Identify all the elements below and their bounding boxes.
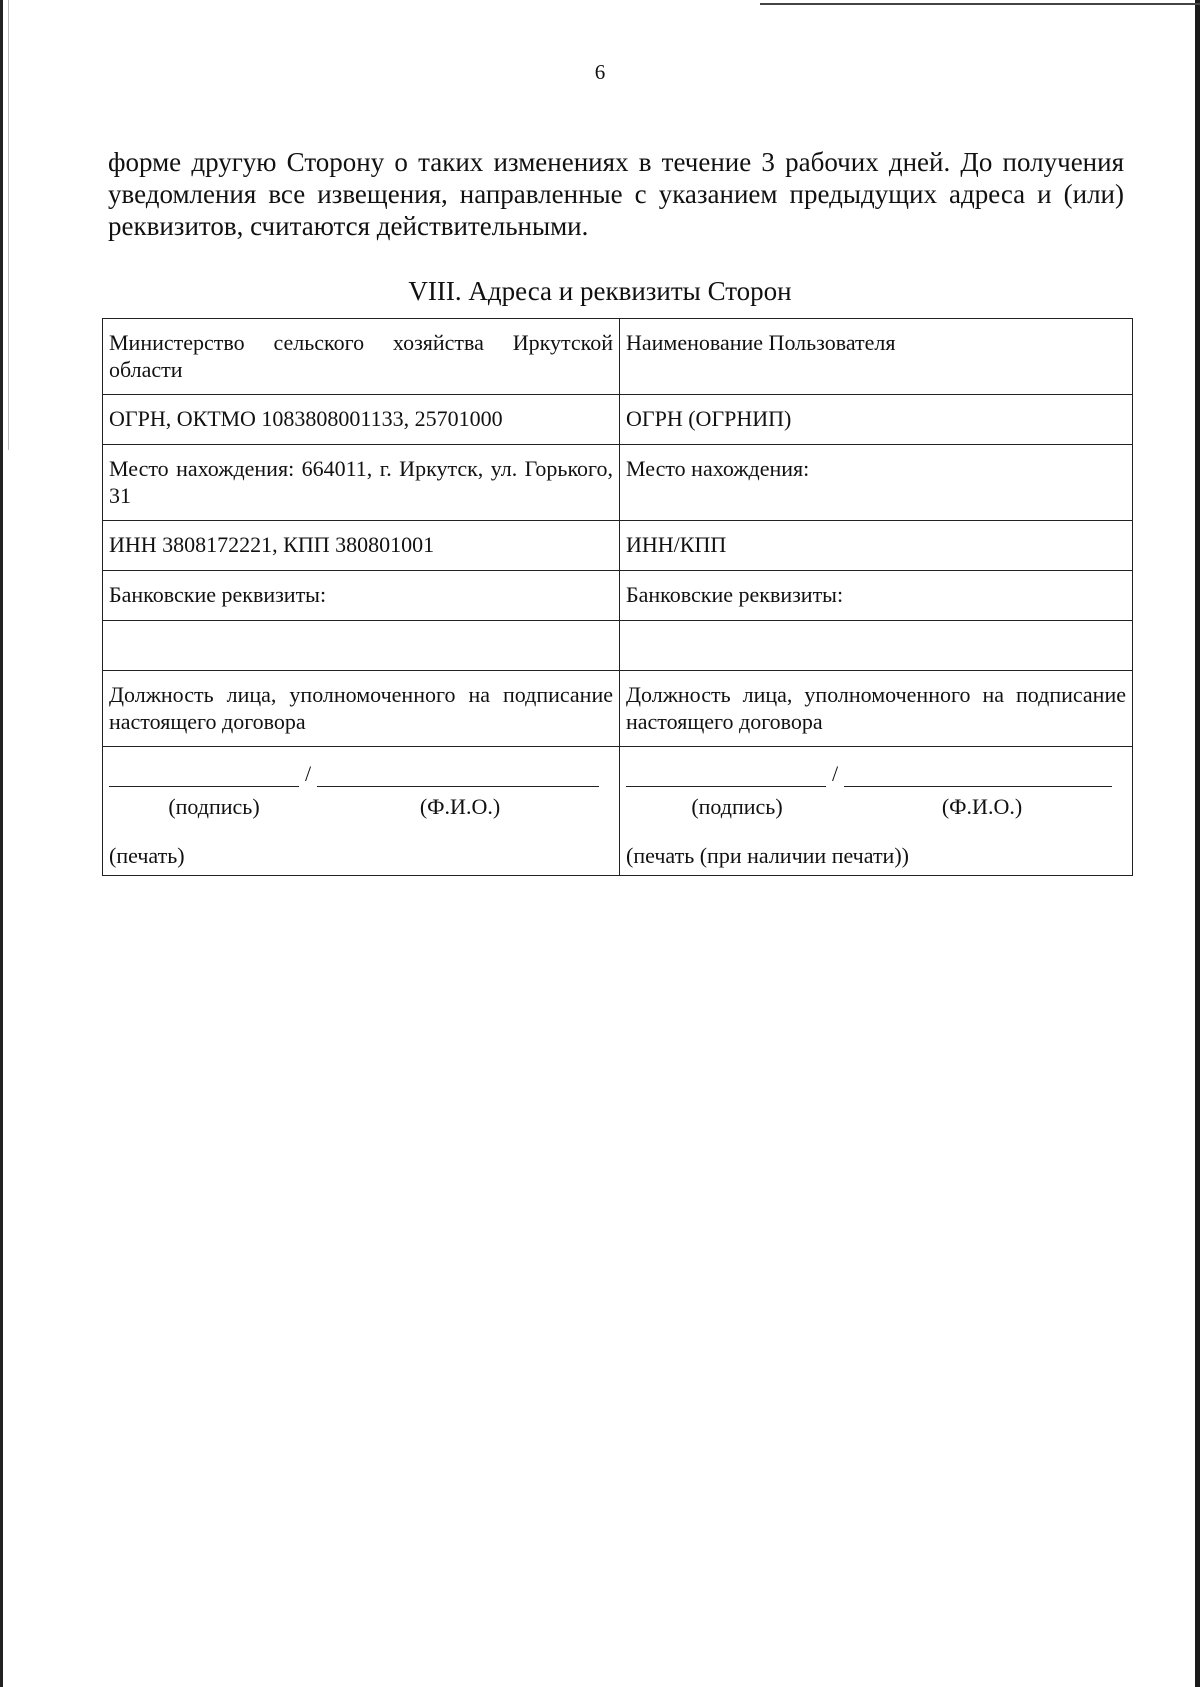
table-row	[103, 571, 1133, 621]
scan-edge-left	[0, 0, 3, 1687]
party-left-signature	[103, 747, 620, 876]
party-right-inn: ИНН/КПП	[620, 521, 1133, 571]
signature-field	[626, 764, 826, 787]
page-number: 6	[594, 60, 606, 84]
signature-captions	[626, 793, 1126, 820]
party-right-position: Должность лица, уполномоченного на подписание настоящего договора	[620, 671, 1133, 747]
signature-line	[109, 761, 613, 787]
section-title: VIII. Адреса и реквизиты Сторон	[408, 276, 792, 306]
table-row	[103, 671, 1133, 747]
party-left-empty	[103, 621, 620, 671]
party-right-name: Наименование Пользователя	[620, 319, 1133, 395]
table-row-signature	[103, 747, 1133, 876]
signature-field	[109, 764, 299, 787]
name-field	[317, 764, 599, 787]
seal-caption: (печать)	[109, 843, 185, 868]
signature-caption: (подпись)	[691, 794, 783, 819]
party-right-bank: Банковские реквизиты:	[620, 571, 1133, 621]
party-right-empty	[620, 621, 1133, 671]
party-right-signature	[620, 747, 1133, 876]
party-left-name: Министерство сельского хозяйства Иркутской области	[103, 319, 620, 395]
scan-edge-right	[1195, 0, 1200, 1687]
intro-text: форме другую Сторону о таких изменениях в течение 3 рабочих дней. До получения уведомления все извещения, направленные с указанием предыдущих адреса и (или) реквизитов, считаются действительными.	[108, 147, 1124, 241]
name-field	[844, 764, 1112, 787]
party-right-ogrn: ОГРН (ОГРНИП)	[620, 395, 1133, 445]
party-left-ogrn: ОГРН, ОКТМО 1083808001133, 25701000	[103, 395, 620, 445]
signature-captions	[109, 793, 613, 820]
table-row	[103, 621, 1133, 671]
table-row	[103, 395, 1133, 445]
party-right-address: Место нахождения:	[620, 445, 1133, 521]
party-left-bank: Банковские реквизиты:	[103, 571, 620, 621]
seal-caption: (печать (при наличии печати))	[626, 843, 909, 868]
intro-paragraph	[108, 146, 1124, 242]
signature-slash: /	[832, 761, 839, 786]
scan-edge-top	[760, 3, 1200, 5]
name-caption: (Ф.И.О.)	[941, 794, 1023, 819]
table-row	[103, 445, 1133, 521]
signature-slash: /	[305, 761, 312, 786]
signature-caption: (подпись)	[168, 794, 260, 819]
name-caption: (Ф.И.О.)	[419, 794, 501, 819]
party-left-position: Должность лица, уполномоченного на подписание настоящего договора	[103, 671, 620, 747]
table-row	[103, 521, 1133, 571]
table-row	[103, 319, 1133, 395]
signature-line	[626, 761, 1126, 787]
party-left-address: Место нахождения: 664011, г. Иркутск, ул. Горького, 31	[103, 445, 620, 521]
requisites-table	[102, 318, 1133, 876]
party-left-inn: ИНН 3808172221, КПП 380801001	[103, 521, 620, 571]
